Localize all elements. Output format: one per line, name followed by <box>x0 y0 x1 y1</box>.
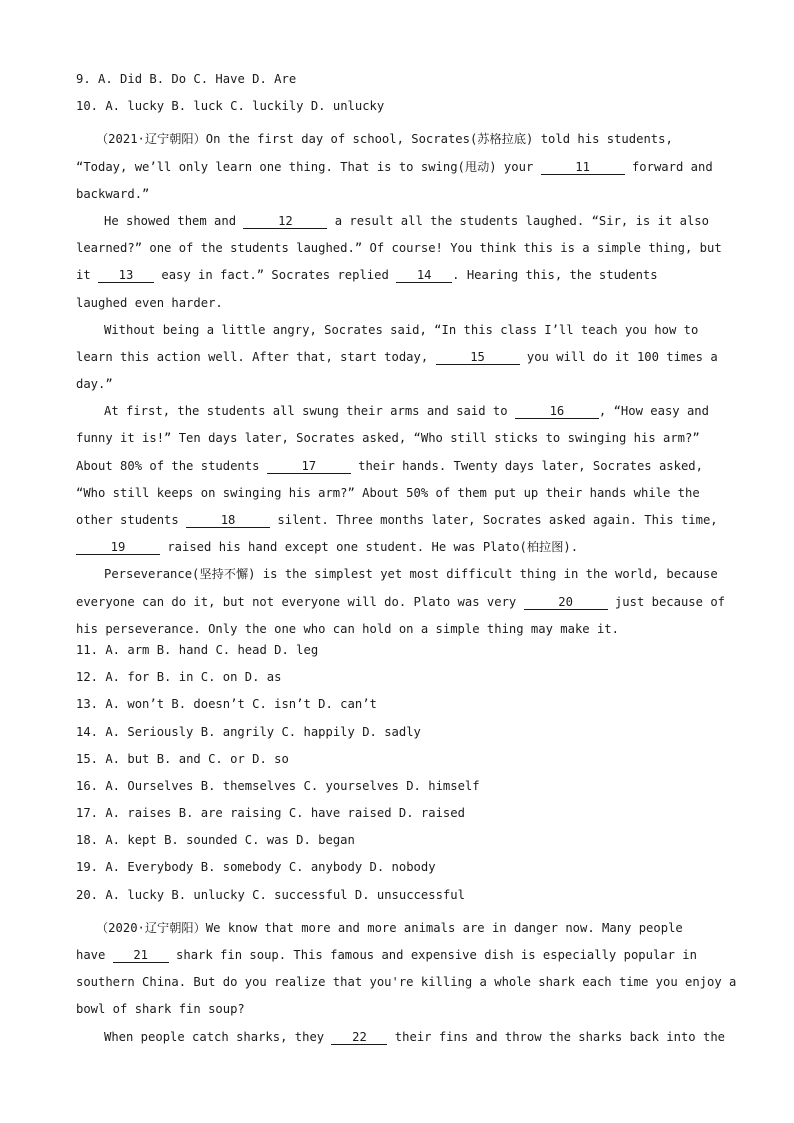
option-c: C. luckily <box>230 99 304 114</box>
option-b: B. themselves <box>200 778 297 793</box>
option-a: 15. A. but <box>76 751 150 766</box>
option-row-17 <box>76 806 708 833</box>
option-d: D. so <box>252 751 289 766</box>
option-b: B. Do <box>149 72 187 86</box>
blank-16[interactable]: 16 <box>515 404 599 419</box>
option-b: B. and <box>156 751 201 766</box>
text-line: funny it is!” Ten days later, Socrates asked, “Who still sticks to swinging his arm?” <box>76 431 700 446</box>
option-d: D. himself <box>406 778 480 793</box>
passage-2020 <box>76 915 737 1051</box>
option-row-20 <box>76 888 708 915</box>
blank-21[interactable]: 21 <box>113 948 169 963</box>
text-line: When people catch sharks, they 22 their fins and throw the sharks back into the <box>104 1029 725 1044</box>
option-d: D. sadly <box>362 724 421 739</box>
option-c: C. successful <box>252 887 348 902</box>
option-a: 14. A. Seriously <box>76 724 194 739</box>
option-c: C. happily <box>281 724 355 739</box>
option-c: C. isn’t <box>252 697 311 712</box>
text-line: bowl of shark fin soup? <box>76 1002 245 1017</box>
option-a: 19. A. Everybody <box>76 860 194 875</box>
text-line: He showed them and 12 a result all the students laughed. “Sir, is it also <box>104 213 709 228</box>
blank-15[interactable]: 15 <box>436 350 520 365</box>
option-d: D. can’t <box>318 697 377 712</box>
exam-page <box>76 72 737 1051</box>
passage-2021 <box>76 126 725 643</box>
option-b: B. unlucky <box>171 887 245 902</box>
blank-18[interactable]: 18 <box>186 513 270 528</box>
option-row-16 <box>76 779 708 806</box>
blank-13[interactable]: 13 <box>98 268 154 283</box>
text-line: it 13 easy in fact.” Socrates replied 14 . Hearing this, the students <box>76 268 658 283</box>
option-a: 20. A. lucky <box>76 887 165 902</box>
option-b: B. are raising <box>178 806 282 821</box>
blank-11[interactable]: 11 <box>541 160 625 175</box>
text-line: “Today, we’ll only learn one thing. That is to swing(甩动) your 11 forward and <box>76 159 713 174</box>
option-a: 16. A. Ourselves <box>76 778 194 793</box>
text-line: learn this action well. After that, start today, 15 you will do it 100 times a <box>76 349 718 364</box>
option-a: 13. A. won’t <box>76 697 165 712</box>
option-row-9 <box>76 72 708 99</box>
text-line: laughed even harder. <box>76 295 223 310</box>
option-row-15 <box>76 752 708 779</box>
option-row-18 <box>76 833 708 860</box>
option-d: D. raised <box>398 806 465 821</box>
option-row-10 <box>76 99 708 126</box>
text-line: About 80% of the students 17 their hands. Twenty days later, Socrates asked, <box>76 458 703 473</box>
options-11-20 <box>76 643 708 915</box>
option-a: 9. A. Did <box>76 72 143 86</box>
option-d: D. as <box>244 670 282 685</box>
text-line: 19 raised his hand except one student. He was Plato(柏拉图). <box>76 534 708 561</box>
text-line: southern China. But do you realize that you're killing a whole shark each time you enjoy a <box>76 975 737 990</box>
option-a: 18. A. kept <box>76 833 157 848</box>
text-line: “Who still keeps on swinging his arm?” About 50% of them put up their hands while the <box>76 485 700 500</box>
text-line: his perseverance. Only the one who can hold on a simple thing may make it. <box>76 621 619 636</box>
text-line: At first, the students all swung their arms and said to 16 , “How easy and <box>104 404 709 419</box>
option-a: 17. A. raises <box>76 806 172 821</box>
option-c: C. yourselves <box>303 778 399 793</box>
option-d: D. unlucky <box>310 99 385 114</box>
text-line: backward.” <box>76 186 150 201</box>
option-c: C. have raised <box>288 806 392 821</box>
option-b: B. angrily <box>200 724 275 739</box>
text-line: have 21 shark fin soup. This famous and expensive dish is especially popular in <box>76 948 697 962</box>
option-b: B. hand <box>156 642 209 657</box>
blank-12[interactable]: 12 <box>243 214 327 229</box>
option-c: C. anybody <box>288 860 363 875</box>
option-b: B. luck <box>171 99 223 114</box>
option-c: C. head <box>215 642 267 657</box>
option-a: 10. A. lucky <box>76 99 165 114</box>
text-line: other students 18 silent. Three months later, Socrates asked again. This time, <box>76 513 718 527</box>
option-d: D. Are <box>252 72 297 86</box>
blank-19[interactable]: 19 <box>76 540 160 555</box>
blank-14[interactable]: 14 <box>396 268 452 283</box>
option-a: 12. A. for <box>76 670 150 685</box>
text-line: learned?” one of the students laughed.” Of course! You think this is a simple thing, but <box>76 241 722 256</box>
option-row-13 <box>76 697 708 724</box>
option-d: D. nobody <box>369 860 436 875</box>
text-line: Without being a little angry, Socrates said, “In this class I’ll teach you how to <box>104 322 699 337</box>
option-row-11 <box>76 643 708 670</box>
option-b: B. in <box>156 670 194 685</box>
option-row-12 <box>76 670 708 697</box>
option-c: C. or <box>208 751 245 766</box>
option-b: B. sounded <box>164 833 238 848</box>
text-line: Perseverance(坚持不懈) is the simplest yet most difficult thing in the world, because <box>104 567 718 582</box>
option-c: C. was <box>244 833 289 848</box>
option-d: D. unsuccessful <box>354 887 465 902</box>
text-line: （2021·辽宁朝阳）On the first day of school, Socrates(苏格拉底) told his students, <box>96 132 673 147</box>
blank-20[interactable]: 20 <box>524 595 608 610</box>
option-row-19 <box>76 860 708 887</box>
option-a: 11. A. arm <box>76 642 150 657</box>
text-line: day.” <box>76 377 113 392</box>
option-c: C. Have <box>193 72 245 86</box>
text-line: （2020·辽宁朝阳）We know that more and more animals are in danger now. Many people <box>96 920 683 935</box>
option-b: B. doesn’t <box>171 697 245 712</box>
blank-17[interactable]: 17 <box>267 459 351 474</box>
option-c: C. on <box>200 670 238 685</box>
option-d: D. began <box>296 833 355 848</box>
text-line: everyone can do it, but not everyone will do. Plato was very 20 just because of <box>76 594 725 609</box>
option-row-14 <box>76 725 708 752</box>
blank-22[interactable]: 22 <box>331 1030 387 1045</box>
option-b: B. somebody <box>200 860 282 875</box>
option-d: D. leg <box>274 642 319 657</box>
